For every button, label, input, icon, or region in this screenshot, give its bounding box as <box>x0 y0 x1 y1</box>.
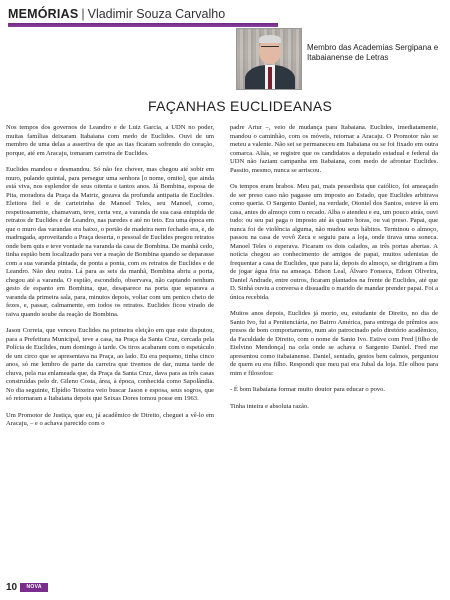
header-separator: | <box>81 7 85 21</box>
author-photo <box>236 28 302 90</box>
author-glasses <box>261 46 279 50</box>
header-title <box>8 6 225 22</box>
header-rule <box>8 23 278 27</box>
paragraph: Muitos anos depois, Euclides já morto, eu, estudante de Direito, no dia de Santo Ivo, fui a Penitenciária, no Bairro América, para entrega de prêmios aos presos de bom comportamento, num ato patrocinado pelo diretório acadêmico, da Faculdade de Direito, com o nome de Santo Ivo. Estive com Fred [filho de Etelvino Mendonça] na cela onde se achava o Sargento Daniel. Fred me apresentou como itabaianense. Daniel, sentado, gestos bem calmos, perguntou de quem eu era filho. Respondi que meu pai era Jubal da loja. Ele olhou para mim e filosofou: <box>230 310 438 377</box>
article-title: FAÇANHAS EUCLIDEANAS <box>148 98 333 114</box>
page-number: 10 <box>6 581 18 593</box>
author-caption: Membro das Academias Sergipana e Itabaianense de Letras <box>307 43 439 62</box>
paragraph: Tinha inteira e absoluta razão. <box>230 402 309 410</box>
author-tie <box>268 67 272 89</box>
paragraph: Os tempos eram brabos. Meu pai, mais pessedista que católico, foi ameaçado de ser preso caso não pagasse um imposto ao Estado, que Euclides arbitrava como queria. O Sargento Daniel, na verdade, Otoniel dos Santos, esteve lá em casa, antes do almoço com o recado. Alba o atendeu e eu, um pouco atrás, ouvi tudo: ou seu pai paga o imposto até às quatro horas, ou vai preso. Papai, que nunca foi de violência alguma, não mudou seus hábitos. Terminou o almoço, passou na casa de vovô Zeca e seguiu para a loja, onde tirava uma soneca. Manoel Teles o esperava. Ficaram os dois calados, as três portas abertas. A notícia chegou ao conhecimento de amigos de papai, muitos udenistas de frequentar a casa de Euclides, que para lá, depois do almoço, se dirigiram a fim de jogar água fria na ameaça. Edson Leal, Álvaro Fonseca, Edson Oliveira, Daniel Andrade, entre outros, ficaram plantados na frente de Euclides, até que D. Sinhá ouviu a conversa e dissuadiu o marido de mandar prender papai. Foi a única recebida. <box>230 183 438 301</box>
paragraph: Euclides mandou e desmandou. Só não fez chover, mas chegou até sobir em muro, pulando quintal, para persegur uma senhora [o nome, omito], que ainda está viva, nos esplendor de seus oitenta e tantos anos. Já Bombina, esposa de Pita, moradora da Praça da Matriz, gozava da profunda antipatia de Euclides. Eleitora fiel e de carteirinha de Manoel Teles, seu Manoel, como, respeitosamente, chamavam, teve, certa vez, a varanda de sua casa entupida de retratos de Euclides e de Leandro, nas paredes e até no teto. Era uma época em que o muro das varandas era baixo, o portão de madeira nem fechado era, e, de madrugada, aproveitando a Praça deserta, o pessoal de Euclides pregou retratos onde bem quis e teve vontade na varanda da casa de Bombina. De manhã cedo, tinha espião bem localizado para ver a reação de Bombina quando se deparasse com a sua varanda pintada, de ponta a ponta, com os retratos de Euclides e de Leandro. Não deu outra. Lá para as seis da manhã, Bombina abriu a porta, chegou até a varanda. O espião, escondido, observava, não captando nenhum gesto de espanto em Bombina, que, desaparece na porta que separava a varanda da primeira sala, para, minutos depois, voltar com um penico cheio de fezes, e, passar, calmamente, em todos os retratos. Euclides ficou virado de raiva quando soube da reação de Bombina. <box>6 166 214 318</box>
magazine-logo: NOVA <box>20 583 48 592</box>
paragraph: Um Promotor de Justiça, que eu, já acadêmico de Direito, cheguei a vê-lo em Aracaju, – e o achava parecido com o <box>6 411 214 427</box>
author-name: Vladimir Souza Carvalho <box>87 7 226 21</box>
author-hair <box>259 35 281 43</box>
section-name: MEMÓRIAS <box>8 7 79 21</box>
article-column-left <box>6 124 214 437</box>
article-column-right <box>230 124 438 419</box>
paragraph: padre Artur –, veio de mudança para Itabaiana. Euclides, imediatamente, mandou o caminhão, com os móveis, retornar a Aracaju. O Promotor não se meteu a valente. Não sei se permaneceu em Itabaiana ou se foi fixado em outra comarca. Aliás, se registre que os candidatos a deputado estadual e federal da UDN não faziam campanha em Itabaiana, com medo de afrontar Euclides. Passito, mesmo, nunca se arriscou. <box>230 124 438 174</box>
page-footer <box>6 581 48 593</box>
page-header <box>8 6 442 28</box>
paragraph: Jason Correia, que venceu Euclides na primeira eleição em que este disputou, para a Prefeitura Municipal, teve a casa, na Praça da Santa Cruz, cercada pela Polícia de Euclides, num domingo à tarde. Os tiros acabaram com o espetáculo de um circo que se apresentava na Praça, ao lado. Eu era pequeno, tinha cinco anos, só me lembro de parte da carreira que tivemos de dar, numa tarde de chuva, pela rua enlameada que, da Praça da Santa Cruz, dava para as três casas construídas pelo dr. Gileno Costa, área, à época, conhecida como Sapolândia. No dia seguinte, Elpídio Teixeira veio buscar Jason e esposa, seus sogros, que só retornaram a Itabaiana depois que Seixas Dores tomou posse em 1963. <box>6 327 214 402</box>
paragraph: Nos tempos dos governos de Leandro e de Luiz Garcia, a UDN no poder, muitas famílias deixaram Itabaiana com medo de Euclides. Ouvi de um membro de uma delas a assertiva de que as tias ficaram sofrendo do coração, porque, até em Aracaju, tomaram carreira de Euclides. <box>6 124 214 157</box>
paragraph: - É bom Itabaiana formar muito doutor para educar o povo. <box>230 386 386 393</box>
